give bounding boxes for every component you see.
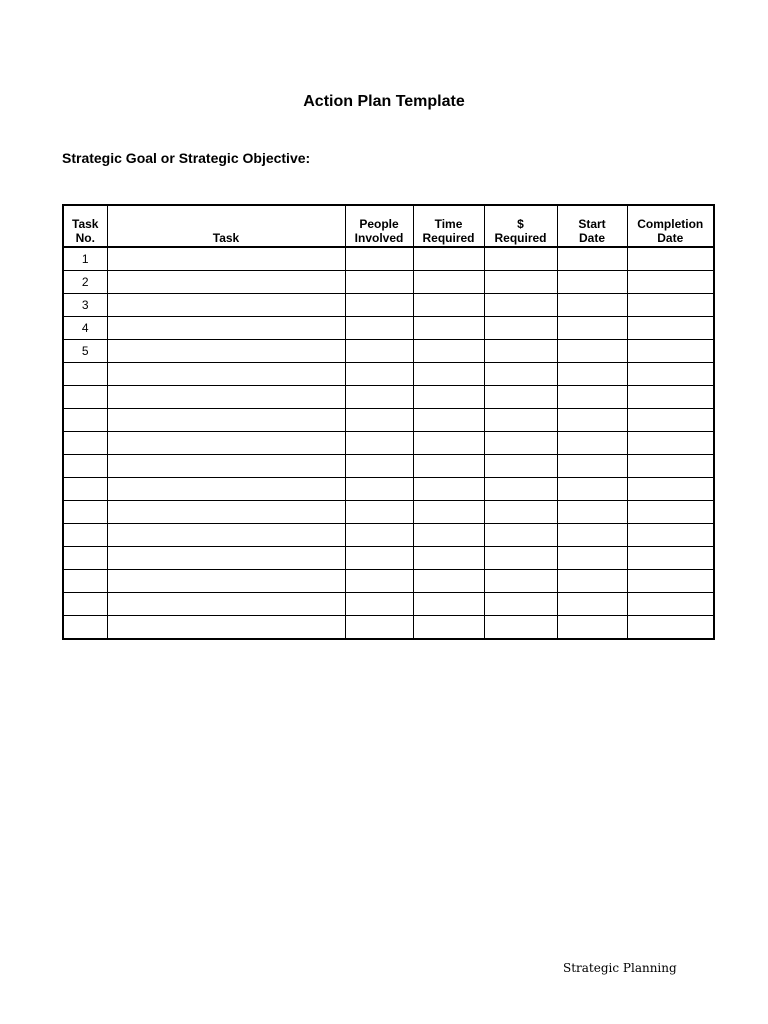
table-row xyxy=(63,593,714,616)
time-required-cell[interactable] xyxy=(413,616,484,640)
task-cell[interactable] xyxy=(107,501,345,524)
header-start-date: Start Date xyxy=(557,205,627,247)
time-required-cell[interactable] xyxy=(413,547,484,570)
dollars-required-cell[interactable] xyxy=(484,616,557,640)
start-date-cell[interactable] xyxy=(557,524,627,547)
header-time-required: Time Required xyxy=(413,205,484,247)
dollars-required-cell[interactable] xyxy=(484,432,557,455)
people-involved-cell[interactable] xyxy=(345,455,413,478)
header-completion-date: Completion Date xyxy=(627,205,714,247)
completion-date-cell[interactable] xyxy=(627,524,714,547)
table-row xyxy=(63,478,714,501)
time-required-cell[interactable] xyxy=(413,593,484,616)
completion-date-cell[interactable] xyxy=(627,616,714,640)
task-cell[interactable] xyxy=(107,294,345,317)
task-number-cell xyxy=(63,386,107,409)
task-number-cell xyxy=(63,570,107,593)
people-involved-cell[interactable] xyxy=(345,271,413,294)
table-row xyxy=(63,616,714,640)
task-cell[interactable] xyxy=(107,409,345,432)
start-date-cell[interactable] xyxy=(557,271,627,294)
start-date-cell[interactable] xyxy=(557,432,627,455)
start-date-cell[interactable] xyxy=(557,501,627,524)
time-required-cell[interactable] xyxy=(413,340,484,363)
task-cell[interactable] xyxy=(107,363,345,386)
start-date-cell[interactable] xyxy=(557,363,627,386)
task-cell[interactable] xyxy=(107,247,345,271)
people-involved-cell[interactable] xyxy=(345,340,413,363)
task-cell[interactable] xyxy=(107,570,345,593)
task-cell[interactable] xyxy=(107,524,345,547)
people-involved-cell[interactable] xyxy=(345,478,413,501)
table-row xyxy=(63,340,714,363)
time-required-cell[interactable] xyxy=(413,317,484,340)
table-row xyxy=(63,247,714,271)
people-involved-cell[interactable] xyxy=(345,363,413,386)
task-number-cell xyxy=(63,547,107,570)
start-date-cell[interactable] xyxy=(557,570,627,593)
table-row xyxy=(63,409,714,432)
completion-date-cell[interactable] xyxy=(627,547,714,570)
dollars-required-cell[interactable] xyxy=(484,247,557,271)
start-date-cell[interactable] xyxy=(557,455,627,478)
people-involved-cell[interactable] xyxy=(345,294,413,317)
task-cell[interactable] xyxy=(107,386,345,409)
dollars-required-cell[interactable] xyxy=(484,455,557,478)
start-date-cell[interactable] xyxy=(557,247,627,271)
completion-date-cell[interactable] xyxy=(627,409,714,432)
task-cell[interactable] xyxy=(107,478,345,501)
dollars-required-cell[interactable] xyxy=(484,478,557,501)
time-required-cell[interactable] xyxy=(413,409,484,432)
task-number-cell: 5 xyxy=(63,340,107,363)
strategic-goal-label: Strategic Goal or Strategic Objective: xyxy=(62,150,311,166)
dollars-required-cell[interactable] xyxy=(484,340,557,363)
people-involved-cell[interactable] xyxy=(345,524,413,547)
task-number-cell xyxy=(63,409,107,432)
footer-text: Strategic Planning xyxy=(563,961,677,975)
header-dollars-required: $ Required xyxy=(484,205,557,247)
time-required-cell[interactable] xyxy=(413,271,484,294)
task-cell[interactable] xyxy=(107,593,345,616)
completion-date-cell[interactable] xyxy=(627,386,714,409)
dollars-required-cell[interactable] xyxy=(484,271,557,294)
dollars-required-cell[interactable] xyxy=(484,501,557,524)
table-row xyxy=(63,317,714,340)
time-required-cell[interactable] xyxy=(413,294,484,317)
task-cell[interactable] xyxy=(107,547,345,570)
task-cell[interactable] xyxy=(107,271,345,294)
table-header-row xyxy=(63,205,714,247)
task-cell[interactable] xyxy=(107,432,345,455)
header-task-no: Task No. xyxy=(63,205,107,247)
table-row xyxy=(63,455,714,478)
people-involved-cell[interactable] xyxy=(345,570,413,593)
page-title: Action Plan Template xyxy=(303,93,465,110)
task-number-cell xyxy=(63,524,107,547)
people-involved-cell[interactable] xyxy=(345,501,413,524)
start-date-cell[interactable] xyxy=(557,547,627,570)
start-date-cell[interactable] xyxy=(557,294,627,317)
completion-date-cell[interactable] xyxy=(627,294,714,317)
people-involved-cell[interactable] xyxy=(345,317,413,340)
completion-date-cell[interactable] xyxy=(627,247,714,271)
dollars-required-cell[interactable] xyxy=(484,547,557,570)
header-people-involved: People Involved xyxy=(345,205,413,247)
table-row xyxy=(63,524,714,547)
people-involved-cell[interactable] xyxy=(345,432,413,455)
task-number-cell xyxy=(63,432,107,455)
time-required-cell[interactable] xyxy=(413,432,484,455)
completion-date-cell[interactable] xyxy=(627,455,714,478)
dollars-required-cell[interactable] xyxy=(484,570,557,593)
start-date-cell[interactable] xyxy=(557,386,627,409)
completion-date-cell[interactable] xyxy=(627,271,714,294)
completion-date-cell[interactable] xyxy=(627,340,714,363)
completion-date-cell[interactable] xyxy=(627,501,714,524)
completion-date-cell[interactable] xyxy=(627,570,714,593)
dollars-required-cell[interactable] xyxy=(484,524,557,547)
completion-date-cell[interactable] xyxy=(627,593,714,616)
start-date-cell[interactable] xyxy=(557,593,627,616)
time-required-cell[interactable] xyxy=(413,524,484,547)
task-number-cell: 3 xyxy=(63,294,107,317)
task-number-cell: 4 xyxy=(63,317,107,340)
dollars-required-cell[interactable] xyxy=(484,363,557,386)
people-involved-cell[interactable] xyxy=(345,386,413,409)
task-cell[interactable] xyxy=(107,455,345,478)
completion-date-cell[interactable] xyxy=(627,317,714,340)
time-required-cell[interactable] xyxy=(413,455,484,478)
start-date-cell[interactable] xyxy=(557,340,627,363)
dollars-required-cell[interactable] xyxy=(484,593,557,616)
task-cell[interactable] xyxy=(107,317,345,340)
task-number-cell: 1 xyxy=(63,247,107,271)
people-involved-cell[interactable] xyxy=(345,547,413,570)
header-task: Task xyxy=(107,205,345,247)
time-required-cell[interactable] xyxy=(413,247,484,271)
dollars-required-cell[interactable] xyxy=(484,386,557,409)
table-row xyxy=(63,501,714,524)
dollars-required-cell[interactable] xyxy=(484,317,557,340)
completion-date-cell[interactable] xyxy=(627,478,714,501)
time-required-cell[interactable] xyxy=(413,501,484,524)
task-number-cell xyxy=(63,616,107,640)
time-required-cell[interactable] xyxy=(413,363,484,386)
time-required-cell[interactable] xyxy=(413,570,484,593)
start-date-cell[interactable] xyxy=(557,616,627,640)
time-required-cell[interactable] xyxy=(413,478,484,501)
start-date-cell[interactable] xyxy=(557,317,627,340)
time-required-cell[interactable] xyxy=(413,386,484,409)
table-row xyxy=(63,363,714,386)
task-cell[interactable] xyxy=(107,616,345,640)
task-number-cell xyxy=(63,593,107,616)
dollars-required-cell[interactable] xyxy=(484,294,557,317)
table-row xyxy=(63,432,714,455)
completion-date-cell[interactable] xyxy=(627,363,714,386)
table-row xyxy=(63,570,714,593)
task-number-cell: 2 xyxy=(63,271,107,294)
table-row xyxy=(63,271,714,294)
dollars-required-cell[interactable] xyxy=(484,409,557,432)
task-number-cell xyxy=(63,363,107,386)
action-plan-table xyxy=(62,204,715,640)
people-involved-cell[interactable] xyxy=(345,409,413,432)
task-number-cell xyxy=(63,478,107,501)
start-date-cell[interactable] xyxy=(557,409,627,432)
people-involved-cell[interactable] xyxy=(345,616,413,640)
task-number-cell xyxy=(63,501,107,524)
start-date-cell[interactable] xyxy=(557,478,627,501)
table-row xyxy=(63,386,714,409)
task-cell[interactable] xyxy=(107,340,345,363)
people-involved-cell[interactable] xyxy=(345,593,413,616)
table-row xyxy=(63,547,714,570)
table-row xyxy=(63,294,714,317)
completion-date-cell[interactable] xyxy=(627,432,714,455)
task-number-cell xyxy=(63,455,107,478)
people-involved-cell[interactable] xyxy=(345,247,413,271)
